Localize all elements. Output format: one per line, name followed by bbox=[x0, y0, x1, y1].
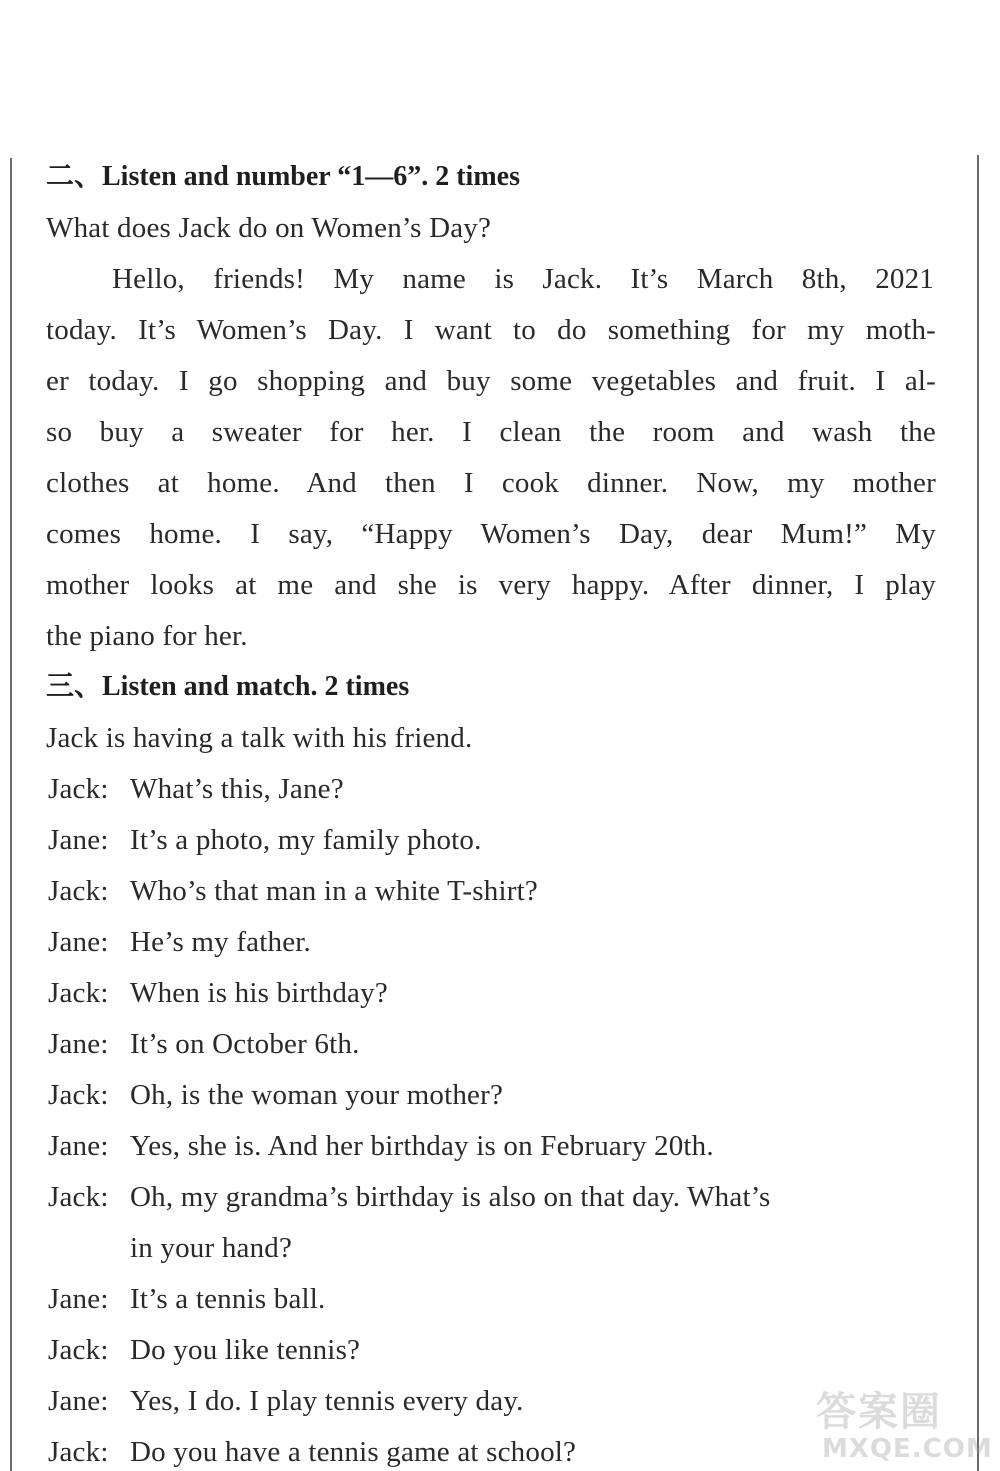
dialogue-text: Who’s that man in a white T-shirt? bbox=[130, 875, 538, 907]
dialogue-speaker: Jack: bbox=[48, 1436, 109, 1468]
dialogue-speaker: Jack: bbox=[48, 773, 109, 805]
passage-line: Hello, friends! My name is Jack. It’s March 8th, 2021 bbox=[112, 263, 934, 295]
passage-line: clothes at home. And then I cook dinner. Now, my mother bbox=[46, 467, 936, 499]
dialogue-text: Oh, is the woman your mother? bbox=[130, 1079, 504, 1111]
dialogue-text: It’s on October 6th. bbox=[130, 1028, 360, 1060]
passage-line: the piano for her. bbox=[46, 620, 248, 652]
dialogue-speaker: Jack: bbox=[48, 1079, 109, 1111]
dialogue-speaker: Jane: bbox=[48, 1028, 109, 1060]
section2-heading: 二、Listen and number “1—6”. 2 times bbox=[46, 161, 520, 192]
dialogue-line bbox=[48, 1027, 360, 1061]
dialogue-line bbox=[48, 1384, 524, 1418]
section3-intro: Jack is having a talk with his friend. bbox=[46, 722, 473, 754]
dialogue-line bbox=[48, 823, 482, 857]
dialogue-text: It’s a tennis ball. bbox=[130, 1283, 326, 1315]
dialogue-text: Oh, my grandma’s birthday is also on that day. What’s bbox=[130, 1181, 771, 1213]
dialogue-speaker: Jane: bbox=[48, 1130, 109, 1162]
passage-line: mother looks at me and she is very happy. After dinner, I play bbox=[46, 569, 936, 601]
dialogue-line bbox=[48, 1282, 326, 1316]
dialogue-line bbox=[48, 976, 388, 1010]
dialogue-speaker: Jane: bbox=[48, 926, 109, 958]
passage-line: so buy a sweater for her. I clean the room and wash the bbox=[46, 416, 936, 448]
dialogue-line bbox=[48, 1129, 714, 1163]
dialogue-line bbox=[48, 1180, 770, 1214]
dialogue-text: Yes, she is. And her birthday is on February 20th. bbox=[130, 1130, 714, 1162]
dialogue-text: He’s my father. bbox=[130, 926, 311, 958]
dialogue-speaker: Jack: bbox=[48, 1334, 109, 1366]
dialogue-speaker: Jane: bbox=[48, 824, 109, 856]
dialogue-speaker: Jane: bbox=[48, 1283, 109, 1315]
dialogue-text: in your hand? bbox=[130, 1232, 293, 1264]
watermark-url: MXQE.COM bbox=[822, 1434, 993, 1464]
dialogue-line bbox=[48, 1435, 576, 1469]
dialogue-line bbox=[48, 772, 344, 806]
dialogue-text: It’s a photo, my family photo. bbox=[130, 824, 482, 856]
dialogue-line bbox=[48, 1333, 360, 1367]
dialogue-text: Yes, I do. I play tennis every day. bbox=[130, 1385, 524, 1417]
dialogue-text: When is his birthday? bbox=[130, 977, 388, 1009]
section3-heading: 三、Listen and match. 2 times bbox=[46, 671, 410, 702]
dialogue-text: Do you like tennis? bbox=[130, 1334, 361, 1366]
passage-line: er today. I go shopping and buy some vegetables and fruit. I al- bbox=[46, 365, 936, 397]
dialogue-speaker: Jack: bbox=[48, 977, 109, 1009]
dialogue-line bbox=[48, 874, 538, 908]
passage-line: comes home. I say, “Happy Women’s Day, dear Mum!” My bbox=[46, 518, 936, 550]
dialogue-speaker: Jack: bbox=[48, 875, 109, 907]
dialogue-continuation bbox=[50, 1231, 292, 1265]
site-watermark bbox=[808, 1380, 993, 1470]
dialogue-text: Do you have a tennis game at school? bbox=[130, 1436, 577, 1468]
watermark-logo-text: 答案圈 bbox=[816, 1389, 942, 1435]
section2-question: What does Jack do on Women’s Day? bbox=[46, 212, 492, 244]
dialogue-text: What’s this, Jane? bbox=[130, 773, 344, 805]
dialogue-line bbox=[48, 925, 311, 959]
passage-line: today. It’s Women’s Day. I want to do something for my moth- bbox=[46, 314, 936, 346]
dialogue-speaker: Jack: bbox=[48, 1181, 109, 1213]
dialogue-speaker: Jane: bbox=[48, 1385, 109, 1417]
dialogue-line bbox=[48, 1078, 503, 1112]
